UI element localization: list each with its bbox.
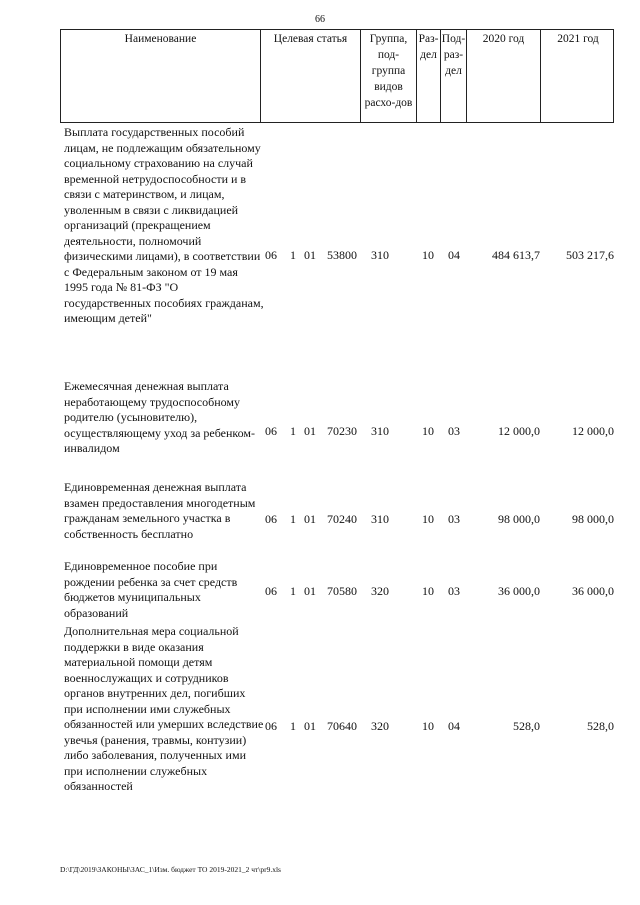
section: 10 xyxy=(422,248,434,262)
header-target-article: Целевая статья xyxy=(261,30,361,122)
amount-2020: 12 000,0 xyxy=(498,424,540,438)
section: 10 xyxy=(422,584,434,598)
section: 10 xyxy=(422,424,434,438)
target-code-3: 01 xyxy=(304,248,316,262)
subsection: 03 xyxy=(448,584,460,598)
row-name: Единовременное пособие при рождении ребенка за счет средств бюджетов муниципальных образований xyxy=(64,559,238,620)
amount-2021: 98 000,0 xyxy=(572,512,614,526)
row-name: Единовременная денежная выплата взамен предоставления многодетным гражданам земельного участка в собственность бесплатно xyxy=(64,480,256,541)
subsection: 03 xyxy=(448,424,460,438)
target-code-4: 70580 xyxy=(327,584,357,598)
amount-2020: 36 000,0 xyxy=(498,584,540,598)
target-code-3: 01 xyxy=(304,424,316,438)
amount-2021: 36 000,0 xyxy=(572,584,614,598)
target-code-3: 01 xyxy=(304,584,316,598)
expense-group: 310 xyxy=(371,512,389,526)
expense-group: 320 xyxy=(371,584,389,598)
target-code-1: 06 xyxy=(265,584,277,598)
target-code-1: 06 xyxy=(265,719,277,733)
target-code-3: 01 xyxy=(304,512,316,526)
header-name: Наименование xyxy=(61,30,261,122)
target-code-4: 53800 xyxy=(327,248,357,262)
header-subsection: Под-раз-дел xyxy=(441,30,467,122)
expense-group: 310 xyxy=(371,424,389,438)
subsection: 04 xyxy=(448,719,460,733)
target-code-2: 1 xyxy=(290,719,296,733)
expense-group: 310 xyxy=(371,248,389,262)
target-code-1: 06 xyxy=(265,512,277,526)
row-name: Выплата государственных пособий лицам, не подлежащим обязательному социальному страхованию на случай временной нетрудоспособности и в связи с материнством, и лицам, уволенным в связи с ликвидацией организаций (прекращением деятельности, полномочий физическими лицами), в соответствии с Федеральным законом от 19 мая 1995 года № 81-ФЗ "О государственных пособиях гражданам, имеющим детей" xyxy=(64,125,264,325)
header-2020: 2020 год xyxy=(467,30,541,122)
target-code-4: 70240 xyxy=(327,512,357,526)
header-expense-group: Группа, под-группа видов расхо-дов xyxy=(361,30,417,122)
row-name: Дополнительная мера социальной поддержки в виде оказания материальной помощи детям военнослужащих и сотрудников органов внутренних дел, погибших при исполнении ими служебных обязанностей или умерших вследствие увечья (ранения, травмы, контузии) либо заболевания, полученных ими при исполнении служебных обязанностей xyxy=(64,624,264,793)
target-code-2: 1 xyxy=(290,512,296,526)
amount-2021: 528,0 xyxy=(587,719,614,733)
page-number: 66 xyxy=(315,14,325,25)
amount-2020: 98 000,0 xyxy=(498,512,540,526)
target-code-4: 70230 xyxy=(327,424,357,438)
target-code-2: 1 xyxy=(290,248,296,262)
target-code-1: 06 xyxy=(265,248,277,262)
amount-2021: 12 000,0 xyxy=(572,424,614,438)
expense-group: 320 xyxy=(371,719,389,733)
target-code-1: 06 xyxy=(265,424,277,438)
amount-2020: 528,0 xyxy=(513,719,540,733)
amount-2021: 503 217,6 xyxy=(566,248,614,262)
amount-2020: 484 613,7 xyxy=(492,248,540,262)
subsection: 04 xyxy=(448,248,460,262)
target-code-2: 1 xyxy=(290,424,296,438)
target-code-3: 01 xyxy=(304,719,316,733)
section: 10 xyxy=(422,512,434,526)
table-header xyxy=(60,29,614,123)
file-path-footer: D:\ГД\2019\ЗАКОНЫ\ЗАС_1\Изм. бюджет ТО 2019-2021_2 чт\pr9.xls xyxy=(60,865,281,874)
section: 10 xyxy=(422,719,434,733)
target-code-2: 1 xyxy=(290,584,296,598)
subsection: 03 xyxy=(448,512,460,526)
header-2021: 2021 год xyxy=(557,33,599,45)
row-name: Ежемесячная денежная выплата неработающему трудоспособному родителю (усыновителю), осуществляющему уход за ребенком-инвалидом xyxy=(64,379,256,455)
target-code-4: 70640 xyxy=(327,719,357,733)
header-section: Раз-дел xyxy=(417,30,441,122)
